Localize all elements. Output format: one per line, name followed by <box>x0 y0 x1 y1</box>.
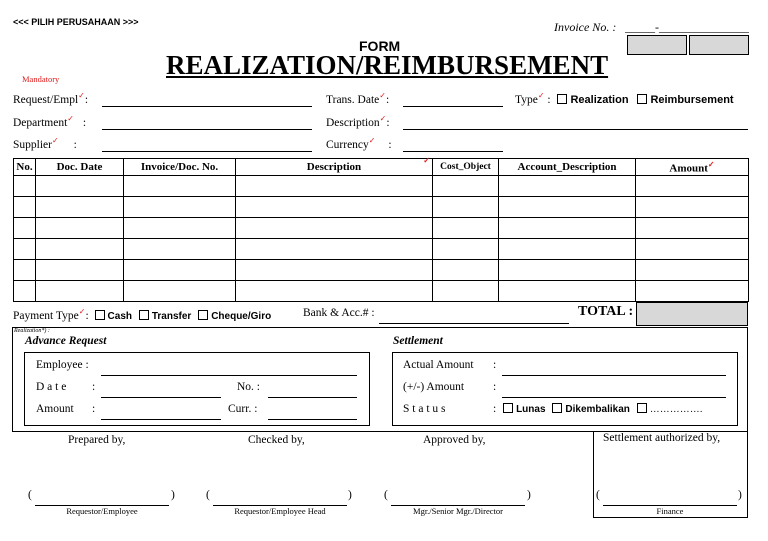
col-invoice-doc-no: Invoice/Doc. No. <box>124 159 236 176</box>
table-cell[interactable] <box>236 197 433 218</box>
transfer-checkbox[interactable] <box>139 310 149 320</box>
table-cell[interactable] <box>236 260 433 281</box>
table-cell[interactable] <box>14 176 36 197</box>
table-cell[interactable] <box>636 218 749 239</box>
amount-label: Amount <box>36 403 74 415</box>
date-field[interactable] <box>101 397 221 398</box>
supplier-label: Supplier✓ : <box>13 136 77 151</box>
table-cell[interactable] <box>433 281 499 302</box>
table-cell[interactable] <box>433 239 499 260</box>
approved-by-label: Approved by, <box>423 434 486 446</box>
trans-date-field[interactable] <box>403 106 503 107</box>
finance-open-paren: ( <box>596 489 600 501</box>
no-label: No. : <box>237 381 260 393</box>
plus-minus-amount-label: (+/-) Amount <box>403 381 465 393</box>
table-cell[interactable] <box>499 260 636 281</box>
invoice-value[interactable]: _____-_______________ <box>625 20 749 34</box>
curr-field[interactable] <box>268 419 357 420</box>
date-colon: : <box>92 381 96 393</box>
checked-by-label: Checked by, <box>248 434 305 446</box>
table-row <box>14 218 749 239</box>
cash-checkbox[interactable] <box>95 310 105 320</box>
employee-head-role: Requestor/Employee Head <box>234 506 326 516</box>
actual-amount-field[interactable] <box>502 375 726 376</box>
table-row <box>14 281 749 302</box>
status-options: : Lunas Dikembalikan ……………. <box>493 403 703 415</box>
table-cell[interactable] <box>636 176 749 197</box>
table-cell[interactable] <box>433 260 499 281</box>
lunas-checkbox[interactable] <box>503 403 513 413</box>
table-cell[interactable] <box>636 197 749 218</box>
table-cell[interactable] <box>236 176 433 197</box>
curr-label: Curr. : <box>228 403 258 415</box>
table-cell[interactable] <box>36 281 124 302</box>
description-field[interactable] <box>403 129 748 130</box>
table-cell[interactable] <box>36 197 124 218</box>
actual-amount-colon: : <box>493 359 497 371</box>
advance-request-title: Advance Request <box>25 335 107 347</box>
table-cell[interactable] <box>636 260 749 281</box>
trans-date-label: Trans. Date✓: <box>326 91 390 106</box>
table-cell[interactable] <box>236 218 433 239</box>
date-label: D a t e <box>36 381 67 393</box>
form-label: FORM <box>359 38 401 54</box>
employee-label: Employee : <box>36 359 89 371</box>
status-label: S t a t u s <box>403 403 446 415</box>
table-cell[interactable] <box>124 281 236 302</box>
table-cell[interactable] <box>499 176 636 197</box>
settlement-title: Settlement <box>393 335 443 347</box>
table-cell[interactable] <box>236 281 433 302</box>
col-doc-date: Doc. Date <box>36 159 124 176</box>
table-cell[interactable] <box>36 218 124 239</box>
company-selector[interactable]: <<< PILIH PERUSAHAAN >>> <box>13 17 139 27</box>
requestor-employee-role: Requestor/Employee <box>66 506 138 516</box>
mandatory-note: Mandatory <box>22 74 60 84</box>
realization-checkbox[interactable] <box>557 94 567 104</box>
table-cell[interactable] <box>14 197 36 218</box>
total-value[interactable] <box>636 302 748 326</box>
table-cell[interactable] <box>124 260 236 281</box>
director-role: Mgr./Senior Mgr./Director <box>413 506 503 516</box>
table-cell[interactable] <box>433 218 499 239</box>
currency-label: Currency✓ : <box>326 136 392 151</box>
col-amount: Amount✓ <box>636 159 749 176</box>
table-cell[interactable] <box>14 239 36 260</box>
table-cell[interactable] <box>36 176 124 197</box>
table-cell[interactable] <box>124 239 236 260</box>
no-field[interactable] <box>268 397 357 398</box>
table-cell[interactable] <box>499 197 636 218</box>
plus-minus-colon: : <box>493 381 497 393</box>
description-label: Description✓: <box>326 114 390 129</box>
prepared-close-paren: ) <box>171 489 175 501</box>
table-cell[interactable] <box>433 176 499 197</box>
table-row <box>14 197 749 218</box>
table-cell[interactable] <box>636 239 749 260</box>
col-account-description: Account_Description <box>499 159 636 176</box>
table-row <box>14 239 749 260</box>
table-cell[interactable] <box>36 260 124 281</box>
table-cell[interactable] <box>499 218 636 239</box>
finance-role: Finance <box>656 506 684 516</box>
actual-amount-label: Actual Amount <box>403 359 474 371</box>
request-empl-field[interactable] <box>102 106 312 107</box>
amount-colon: : <box>92 403 96 415</box>
table-cell[interactable] <box>236 239 433 260</box>
table-cell[interactable] <box>499 239 636 260</box>
table-cell[interactable] <box>14 281 36 302</box>
table-cell[interactable] <box>124 218 236 239</box>
approved-open-paren: ( <box>384 489 388 501</box>
col-cost-object: Cost_Object <box>433 159 499 176</box>
prepared-open-paren: ( <box>28 489 32 501</box>
invoice-box-right[interactable] <box>689 35 749 55</box>
plus-minus-amount-field[interactable] <box>502 397 726 398</box>
approved-close-paren: ) <box>527 489 531 501</box>
department-field[interactable] <box>102 129 312 130</box>
amount-field[interactable] <box>101 419 221 420</box>
bank-acc-label: Bank & Acc.# : <box>303 307 375 319</box>
settlement-authorized-label: Settlement authorized by, <box>603 432 721 444</box>
prepared-by-label: Prepared by, <box>68 434 126 446</box>
total-label: TOTAL : <box>578 304 634 319</box>
reimbursement-checkbox[interactable] <box>637 94 647 104</box>
col-description: Description ✓ <box>236 159 433 176</box>
table-cell[interactable] <box>124 197 236 218</box>
realization-note: Realization*) : <box>14 328 50 334</box>
cheque-giro-checkbox[interactable] <box>198 310 208 320</box>
table-cell[interactable] <box>124 176 236 197</box>
request-empl-label: Request/Empl✓: <box>13 91 89 106</box>
table-cell[interactable] <box>636 281 749 302</box>
table-row <box>14 260 749 281</box>
checked-open-paren: ( <box>206 489 210 501</box>
page-title: REALIZATION/REIMBURSEMENT <box>166 50 609 80</box>
dikembalikan-checkbox[interactable] <box>552 403 562 413</box>
items-table <box>13 158 749 302</box>
table-cell[interactable] <box>14 260 36 281</box>
table-cell[interactable] <box>433 197 499 218</box>
finance-close-paren: ) <box>738 489 742 501</box>
col-no: No. <box>14 159 36 176</box>
payment-type: Payment Type✓: Cash Transfer Cheque/Giro <box>13 307 272 322</box>
type-selector: Type✓ : Realization Reimbursement <box>515 91 734 106</box>
table-cell[interactable] <box>499 281 636 302</box>
currency-field[interactable] <box>403 151 503 152</box>
table-cell[interactable] <box>36 239 124 260</box>
bank-acc-field[interactable] <box>379 323 569 324</box>
employee-field[interactable] <box>101 375 357 376</box>
table-cell[interactable] <box>14 218 36 239</box>
checked-close-paren: ) <box>348 489 352 501</box>
invoice-box-left[interactable] <box>627 35 687 55</box>
invoice-label: Invoice No. : <box>554 20 617 34</box>
other-status-checkbox[interactable] <box>637 403 647 413</box>
department-label: Department✓ : <box>13 114 87 129</box>
supplier-field[interactable] <box>102 151 312 152</box>
table-row <box>14 176 749 197</box>
